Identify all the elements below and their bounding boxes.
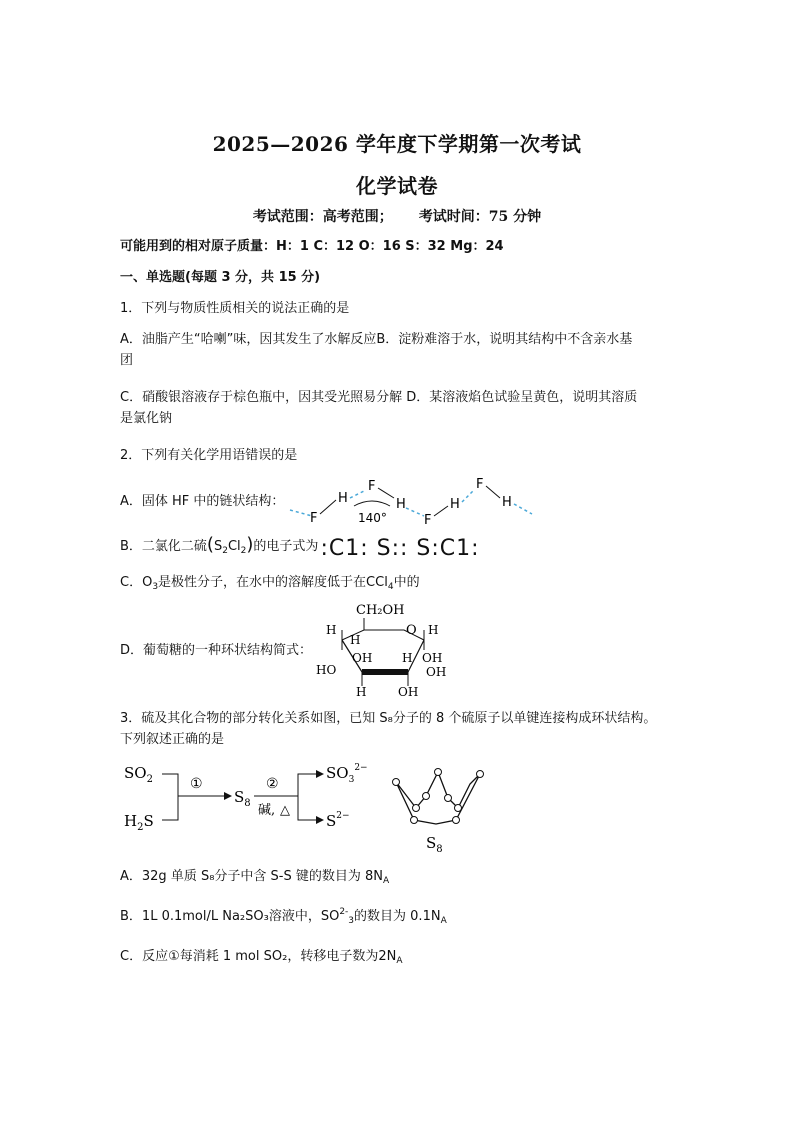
q3-option-b-pre: B．1L 0.1mol/L Na₂SO₃溶液中，SO [120, 909, 340, 924]
q3-option-b-sub2: A [440, 916, 447, 926]
glucose-label: OH [352, 651, 373, 665]
so2-label: $SO_2$ [124, 764, 153, 785]
q3-stem-line2: 下列叙述正确的是 [120, 732, 225, 747]
q1-option-ab-line2: 团 [120, 353, 134, 368]
exam-time: 考试时间：75 分钟 [418, 209, 542, 225]
q3-option-b-sup: 2- [339, 907, 349, 917]
hf-atom: F [368, 479, 376, 494]
glucose-label: H [350, 633, 361, 647]
q3-stem [120, 708, 690, 750]
s2cl2-s-sub: 2 [222, 546, 228, 556]
exam-meta [0, 206, 794, 226]
q2-stem: 2．下列有关化学用语错误的是 [120, 448, 298, 463]
glucose-label: H [428, 623, 439, 637]
s2cl2-cl: Cl [227, 539, 241, 554]
glucose-label: H [356, 685, 367, 699]
s8-ring-label: $S_8$ [426, 834, 443, 855]
electron-formula: :C1: S:: S:C1: [320, 535, 480, 561]
q2-option-b [120, 534, 690, 562]
q3-option-b [120, 902, 690, 932]
q1-option-ab [120, 329, 690, 371]
hf-chain-diagram [286, 472, 546, 530]
q2-option-b-label: B．二氯化二硫$(S_2Cl_2)$的电子式为 [120, 534, 319, 556]
q3-option-c-sub: A [396, 956, 403, 966]
glucose-label: H [326, 623, 337, 637]
q3-option-b-sub: 3 [348, 916, 355, 926]
glucose-label: HO [316, 663, 337, 677]
s2-label: $S^{2-}$ [326, 811, 350, 830]
q2-option-c-post: 中的 [393, 575, 420, 590]
hf-atom: F [424, 513, 432, 528]
hf-atom: F [310, 511, 318, 526]
hf-angle: 140° [358, 511, 388, 525]
q3-option-c-text: C．反应①每消耗 1 mol SO₂，转移电子数为2N [120, 949, 397, 964]
q3-option-a-sub: A [383, 876, 390, 886]
q1-option-cd-line2: 是氯化钠 [120, 411, 173, 426]
sulfur-conversion-diagram [120, 756, 370, 840]
q2-option-c [120, 572, 690, 598]
s2cl2-cl-sub: 2 [240, 546, 247, 556]
so3-label: $SO_3^{2-}$ [326, 763, 368, 785]
q3-option-c [120, 946, 690, 972]
o3-sub: 3 [152, 582, 159, 592]
glucose-label: OH [398, 685, 419, 699]
glucose-label: H [402, 651, 413, 665]
q3-option-a [120, 866, 690, 892]
exam-title: 2025—2026 学年度下学期第一次考试 [212, 132, 582, 156]
step2-label: ② [266, 776, 279, 792]
q2-option-d [120, 600, 690, 700]
exam-scope: 考试范围：高考范围； [252, 209, 393, 225]
ccl4-sub: 4 [387, 582, 394, 592]
hf-atom: F [476, 477, 484, 492]
q1-option-ab-line1: A．油脂产生“哈喇”味，因其发生了水解反应B．淀粉难溶于水，说明其结构中不含亲水基 [120, 332, 633, 347]
q2-option-d-label: D．葡萄糖的一种环状结构简式： [120, 642, 313, 658]
step1-label: ① [190, 776, 203, 792]
exam-subtitle: 化学试卷 [356, 174, 438, 198]
q2-option-c-pre: C．O [120, 575, 153, 590]
h2s-label: $H_2S$ [124, 812, 154, 833]
condition-label: 碱, [258, 803, 276, 818]
q2-option-a [120, 472, 690, 530]
q1-option-cd [120, 387, 690, 429]
hf-atom: H [502, 495, 513, 510]
glucose-ring-o: O [406, 623, 417, 638]
hf-atom: H [450, 497, 461, 512]
q3-stem-line1: 3．硫及其化合物的部分转化关系如图，已知 S₈分子的 8 个硫原子以单键连接构成环状结构。 [120, 711, 657, 726]
q2-option-b-post: 的电子式为 [253, 539, 319, 554]
atomic-masses: 可能用到的相对原子质量：H：1 C：12 O：16 S：32 Mg：24 [120, 239, 504, 254]
exam-content [120, 236, 690, 972]
q1-stem: 1．下列与物质性质相关的说法正确的是 [120, 301, 350, 316]
q2-option-b-text: B．二氯化二硫 [120, 539, 207, 554]
s2cl2-s: S [213, 539, 223, 554]
s8-label: $S_8$ [234, 788, 251, 809]
heat-label: △ [280, 803, 290, 818]
glucose-ch2oh: CH₂OH [356, 603, 405, 618]
q2-option-c-mid: 是极性分子，在水中的溶解度低于在CCl [158, 575, 388, 590]
q2-option-a-label: A．固体 HF 中的链状结构： [120, 493, 285, 509]
glucose-label: OH [426, 665, 447, 679]
q1-option-cd-line1: C．硝酸银溶液存于棕色瓶中，因其受光照易分解 D．某溶液焰色试验呈黄色，说明其溶质 [120, 390, 638, 405]
glucose-ring-diagram [312, 600, 482, 700]
sulfur-scheme [120, 756, 690, 856]
section-title: 一、单选题(每题 3 分，共 15 分) [120, 270, 321, 285]
hf-atom: H [338, 491, 349, 506]
q3-option-a-text: A．32g 单质 S₈分子中含 S-S 键的数目为 8N [120, 869, 384, 884]
q3-option-b-post: 的数目为 0.1N [354, 909, 441, 924]
s8-ring-diagram [388, 756, 498, 856]
hf-atom: H [396, 497, 407, 512]
glucose-label: OH [422, 651, 443, 665]
